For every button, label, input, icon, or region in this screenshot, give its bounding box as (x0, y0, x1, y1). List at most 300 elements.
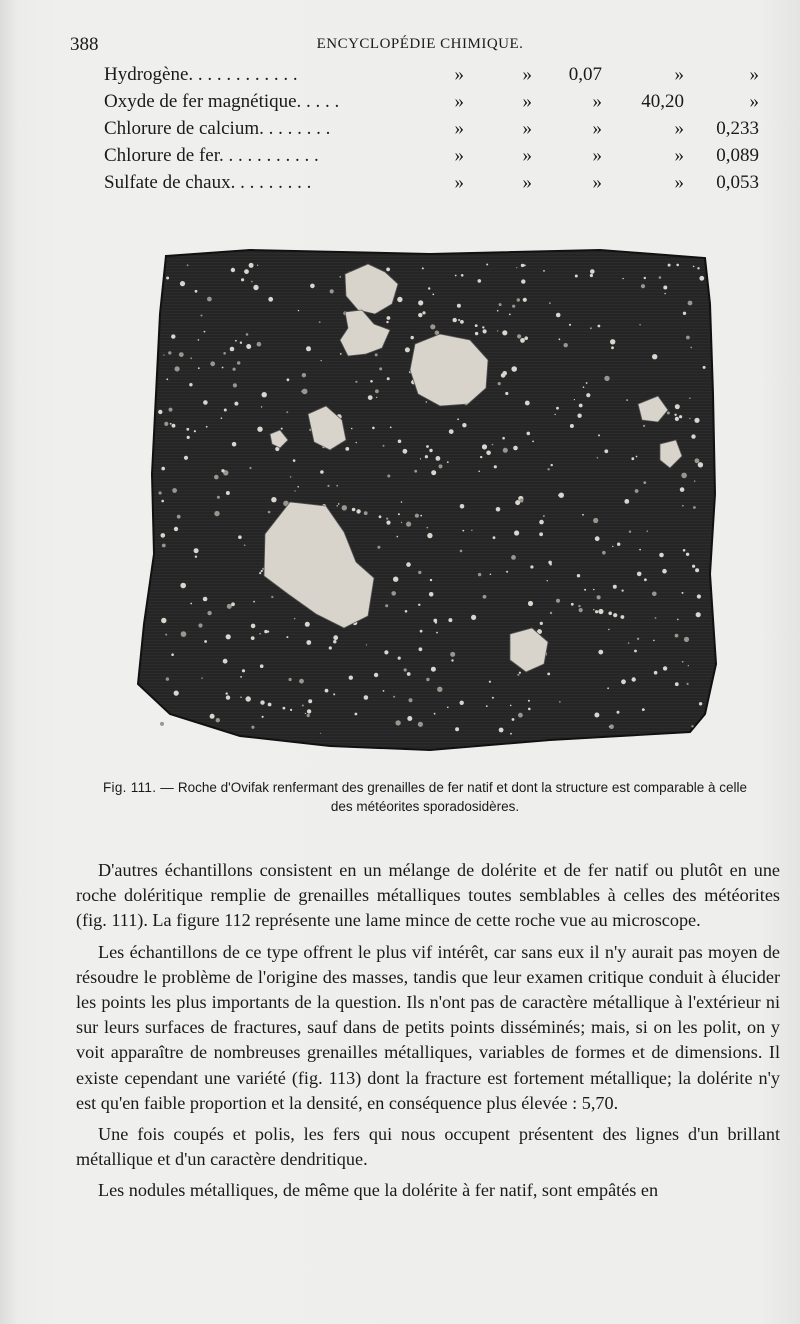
speck (355, 381, 357, 383)
speck (232, 442, 237, 447)
speck (554, 414, 555, 415)
speck (337, 505, 338, 506)
page-header (70, 34, 770, 58)
speck (595, 610, 598, 613)
speck (679, 415, 682, 418)
speck (403, 449, 408, 454)
speck (406, 562, 411, 567)
table-cell: » (454, 91, 464, 112)
table-cell: 0,053 (716, 172, 759, 193)
speck (512, 305, 515, 308)
speck (299, 679, 304, 684)
speck (559, 493, 564, 498)
speck (262, 716, 264, 718)
speck (342, 505, 347, 510)
table-cell: 40,20 (641, 91, 684, 112)
speck (682, 592, 684, 594)
speck (586, 393, 590, 397)
speck (642, 708, 645, 711)
speck (604, 376, 609, 381)
speck (628, 642, 630, 644)
speck (420, 515, 422, 517)
speck (294, 490, 295, 491)
speck (355, 713, 358, 716)
speck (207, 611, 211, 615)
paragraph: Les nodules métalliques, de même que la dolérite à fer natif, sont empâtés en (98, 1180, 659, 1201)
speck (306, 640, 311, 645)
speck (210, 361, 215, 366)
speck (260, 664, 264, 668)
speck (223, 659, 228, 664)
speck (161, 467, 165, 471)
speck (418, 300, 423, 305)
speck (478, 471, 480, 473)
speck (595, 536, 600, 541)
table-cell: 0,089 (716, 145, 759, 166)
speck (184, 456, 188, 460)
speck (594, 713, 599, 718)
speck (305, 713, 306, 714)
speck (271, 497, 276, 502)
speck (432, 294, 434, 296)
speck (547, 468, 549, 470)
speck (175, 366, 180, 371)
table-cell: » (749, 64, 759, 85)
speck (386, 268, 390, 272)
speck (253, 285, 258, 290)
speck (448, 618, 452, 622)
speck (290, 476, 292, 478)
speck (226, 634, 231, 639)
speck (390, 427, 392, 429)
speck (597, 457, 599, 459)
speck (528, 708, 531, 711)
speck (189, 383, 192, 386)
speck (571, 603, 574, 606)
speck (598, 434, 600, 436)
table-cell: » (674, 64, 684, 85)
speck (655, 617, 657, 619)
speck (607, 687, 609, 689)
speck (377, 546, 380, 549)
speck (517, 334, 521, 338)
speck (242, 669, 245, 672)
speck (543, 270, 545, 272)
speck (637, 572, 642, 577)
speck (379, 515, 382, 518)
speck (420, 630, 423, 633)
speck (422, 267, 424, 269)
speck (216, 718, 220, 722)
speck (287, 378, 290, 381)
speck (527, 432, 531, 436)
speck (475, 324, 478, 327)
speck (674, 414, 676, 416)
speck (575, 275, 578, 278)
paragraph: Une fois coupés et polis, les fers qui nous occupent présentent des lignes d'un brillant métallique et d'un caractère dendritique. (76, 1124, 780, 1170)
speck (436, 456, 441, 461)
row-label: Sulfate de chaux. . . . . . . . . (104, 172, 312, 193)
speck (598, 650, 603, 655)
speck (512, 718, 515, 721)
speck (385, 604, 388, 607)
speck (333, 635, 338, 640)
speck (251, 636, 255, 640)
speck (652, 354, 657, 359)
speck (330, 289, 334, 293)
speck (691, 434, 695, 438)
speck (478, 573, 481, 576)
speck (240, 342, 242, 344)
speck (226, 695, 230, 699)
speck (621, 679, 626, 684)
speck (171, 653, 174, 656)
speck (165, 634, 167, 636)
speck (686, 553, 689, 556)
speck (570, 424, 574, 428)
speck (190, 603, 192, 605)
speck (622, 278, 623, 279)
speck (675, 682, 679, 686)
speck (161, 533, 166, 538)
speck (499, 303, 502, 306)
speck (577, 414, 581, 418)
speck (240, 676, 242, 678)
speck (411, 336, 414, 339)
speck (240, 697, 241, 698)
caption-text: Roche d'Ovifak renfermant des grenailles de fer natif et dont la structure est comparable à celle des météorites sporadosidères. (177, 780, 747, 814)
speck (290, 709, 292, 711)
speck (681, 473, 687, 479)
speck (387, 475, 390, 478)
speck (418, 722, 423, 727)
speck (259, 633, 260, 634)
speck (622, 590, 624, 592)
figure-caption (100, 778, 750, 816)
speck (494, 465, 497, 468)
speck (697, 267, 699, 269)
speck (262, 392, 267, 397)
figure-illustration (130, 244, 730, 754)
speck (687, 683, 689, 685)
speck (418, 604, 420, 606)
speck (429, 592, 434, 597)
table-cell: » (749, 91, 759, 112)
speck (297, 486, 299, 488)
speck (699, 702, 702, 705)
speck (246, 333, 249, 336)
table-cell: » (522, 145, 532, 166)
speck (418, 571, 421, 574)
speck (261, 570, 263, 572)
speck (286, 636, 288, 638)
speck (293, 459, 296, 462)
speck (172, 424, 176, 428)
speck (611, 346, 614, 349)
speck (682, 661, 684, 663)
speck (520, 338, 525, 343)
speck (203, 597, 208, 602)
speck (690, 347, 692, 349)
speck (174, 527, 178, 531)
speck (471, 615, 476, 620)
speck (664, 293, 665, 294)
speck (195, 290, 198, 293)
speck (455, 727, 459, 731)
speck (181, 631, 187, 637)
row-label: Oxyde de fer magnétique. . . . . (104, 91, 340, 112)
speck (310, 284, 315, 289)
speck (593, 518, 598, 523)
speck (663, 286, 667, 290)
speck (198, 367, 200, 369)
speck (528, 601, 533, 606)
speck (511, 366, 517, 372)
speck (624, 499, 629, 504)
speck (294, 618, 296, 620)
speck (302, 705, 304, 707)
speck (241, 278, 244, 281)
speck (207, 297, 212, 302)
speck (530, 565, 533, 568)
speck (449, 429, 454, 434)
speck (349, 676, 353, 680)
speck (422, 311, 425, 314)
speck (227, 604, 232, 609)
speck (231, 602, 235, 606)
speck (597, 595, 601, 599)
speck (497, 310, 499, 312)
speck (283, 707, 286, 710)
speck (237, 361, 240, 364)
speck (198, 623, 202, 627)
table-cell: » (522, 118, 532, 139)
speck (198, 339, 200, 341)
speck (268, 297, 273, 302)
speck (302, 389, 308, 395)
speck (177, 515, 181, 519)
speck (510, 705, 512, 707)
speck (238, 535, 242, 539)
speck (427, 533, 432, 538)
speck (352, 508, 356, 512)
speck (486, 705, 488, 707)
speck (667, 412, 670, 415)
speck (251, 726, 254, 729)
speck (517, 298, 520, 301)
table-cell: » (454, 172, 464, 193)
speck (246, 696, 251, 701)
composition-table (104, 64, 764, 199)
speck (626, 399, 628, 401)
speck (271, 596, 273, 598)
speck (286, 411, 288, 413)
speck (249, 263, 254, 268)
speck (217, 496, 220, 499)
speck (556, 313, 561, 318)
speck (689, 397, 691, 399)
speck (351, 428, 353, 430)
speck (419, 647, 423, 651)
speck (356, 509, 360, 513)
speck (696, 612, 701, 617)
speck (683, 549, 686, 552)
speck (251, 281, 253, 283)
body-text (76, 858, 780, 1210)
speck (551, 464, 553, 466)
speck (492, 697, 494, 699)
speck (644, 578, 647, 581)
speck (386, 518, 388, 520)
speck (221, 417, 223, 419)
table-cell: » (522, 91, 532, 112)
speck (201, 677, 203, 679)
speck (327, 485, 329, 487)
speck (460, 504, 465, 509)
speck (206, 426, 208, 428)
speck (659, 553, 664, 558)
table-cell: » (592, 145, 602, 166)
running-title: ENCYCLOPÉDIE CHIMIQUE. (316, 36, 524, 52)
caption-label: Fig. 111. — (103, 780, 175, 795)
speck (663, 666, 667, 670)
speck (462, 423, 466, 427)
speck (564, 343, 568, 347)
speck (612, 546, 613, 547)
table-row (104, 118, 764, 145)
speck (321, 360, 322, 361)
table-cell: 0,233 (716, 118, 759, 139)
speck (329, 646, 332, 649)
speck (398, 657, 401, 660)
speck (251, 624, 256, 629)
speck (593, 589, 595, 591)
speck (668, 264, 671, 267)
speck (532, 441, 534, 443)
speck (230, 347, 235, 352)
paragraph: Les échantillons de ce type offrent le plus vif intérêt, car sans eux il n'y aurait pas moyen de résoudre le problème de l'origine des masses, tandis que leur examen critique conduit à élucider les points les plus importants de la question. Ils n'ont pas de caractère métallique à l'extérieur ni sur leurs surfaces de fractures, sauf dans de petits points disséminés; mais, si on les polit, on y voit apparaître de nombreuses grenailles métalliques, variables de formes et de dimensions. Il existe cependant une variété (fig. 113) dont la fracture est fortement métallique; la dolérite n'y est qu'en faible proportion et la densité, en conséquence plus élevée : 5,70. (76, 941, 780, 1113)
speck (519, 672, 521, 674)
speck (234, 402, 238, 406)
speck (460, 550, 463, 553)
speck (503, 448, 508, 453)
table-row (104, 91, 764, 118)
speck (407, 716, 412, 721)
speck (635, 489, 639, 493)
speck (221, 469, 224, 472)
speck (617, 711, 620, 714)
speck (451, 659, 453, 661)
speck (368, 395, 373, 400)
speck (426, 527, 428, 529)
speck (688, 301, 693, 306)
speck (505, 392, 508, 395)
speck (579, 608, 583, 612)
speck (643, 425, 645, 427)
speck (340, 276, 341, 277)
speck (688, 665, 689, 666)
speck (166, 277, 169, 280)
table-cell: » (454, 118, 464, 139)
speck (159, 491, 162, 494)
speck (453, 318, 457, 322)
speck (662, 569, 667, 574)
speck (429, 449, 432, 452)
speck (320, 470, 324, 474)
speck (455, 275, 457, 277)
rock-engraving (130, 244, 730, 754)
speck (320, 733, 321, 734)
speck (393, 577, 398, 582)
speck (374, 673, 378, 677)
speck (659, 276, 662, 279)
speck (172, 488, 177, 493)
speck (244, 544, 246, 546)
speck (405, 610, 408, 613)
speck (233, 368, 236, 371)
speck (634, 650, 637, 653)
speck (375, 389, 379, 393)
speck (682, 505, 683, 506)
speck (281, 428, 283, 430)
speck (170, 423, 172, 425)
speck (302, 373, 306, 377)
speck (306, 346, 311, 351)
speck (174, 691, 179, 696)
speck (475, 332, 478, 335)
speck (376, 397, 377, 398)
speck (246, 344, 251, 349)
speck (387, 316, 391, 320)
speck (686, 336, 690, 340)
speck (590, 269, 595, 274)
speck (482, 326, 484, 328)
speck (461, 274, 464, 277)
speck (386, 521, 390, 525)
speck (521, 264, 524, 267)
speck (639, 324, 641, 326)
speck (393, 696, 395, 698)
speck (404, 668, 407, 671)
speck (521, 279, 525, 283)
speck (261, 406, 262, 407)
speck (590, 327, 592, 329)
speck (540, 622, 543, 625)
speck (163, 354, 164, 355)
paragraph: D'autres échantillons consistent en un mélange de dolérite et de fer natif ou plutôt en une roche doléritique remplie de grenailles métalliques toutes semblables à celles des météorites (fig. 111). La figure 112 représente une lame mince de cette roche vue au microscope. (76, 860, 780, 931)
speck (161, 618, 166, 623)
speck (613, 613, 617, 617)
speck (214, 511, 219, 516)
speck (559, 338, 561, 340)
speck (426, 445, 429, 448)
speck (231, 268, 235, 272)
speck (636, 456, 638, 458)
speck (214, 475, 219, 480)
speck (471, 530, 472, 531)
speck (430, 324, 435, 329)
speck (629, 531, 631, 533)
speck (210, 714, 215, 719)
speck (695, 568, 699, 572)
speck (434, 713, 436, 715)
speck (397, 297, 402, 302)
speck (179, 352, 184, 357)
speck (379, 367, 382, 370)
speck (244, 269, 249, 274)
speck (257, 342, 262, 347)
speck (499, 728, 504, 733)
